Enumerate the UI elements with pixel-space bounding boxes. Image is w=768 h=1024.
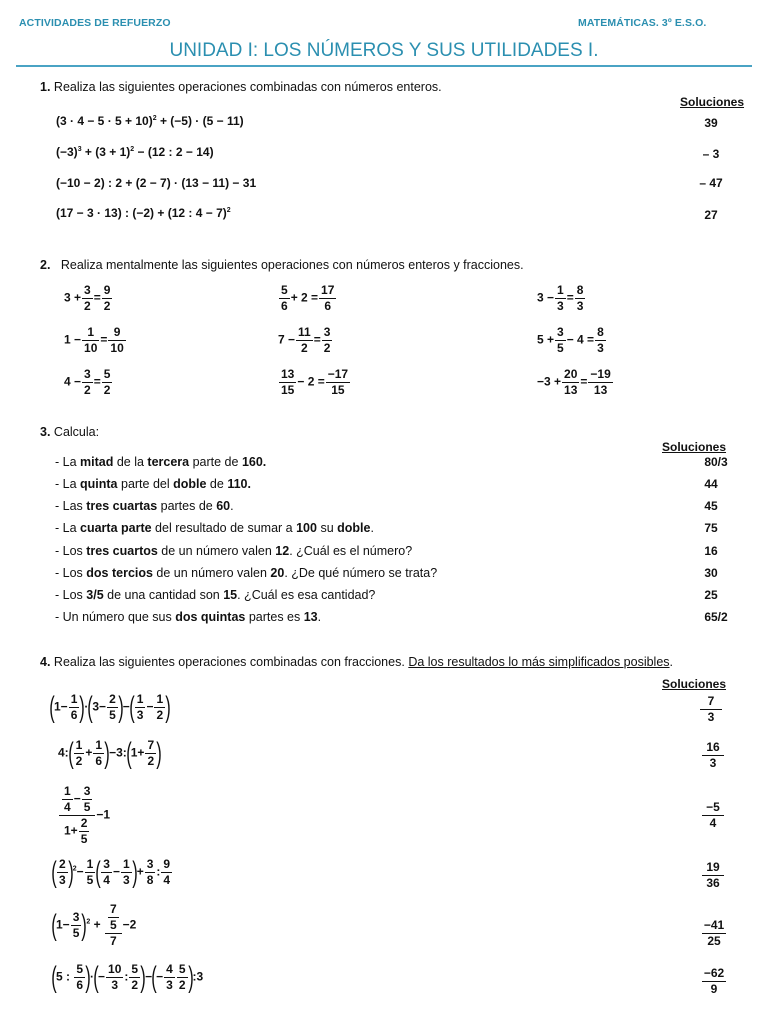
ex4-expression-2: 4:( $\frac{1}{2}$ + $\frac{1}{6}$ )−3:(1+ $\frac{7}{2}$ )	[58, 736, 162, 770]
ex1-expression: $(3 \cdot 4 - 5 \cdot 5 + 10)^2 + (-5) \cdot (5 - 11)$	[56, 114, 244, 128]
ex4-expression-4: ( $\frac{2}{3}$ )$^2$− $\frac{1}{5}$ ( $\frac{3}{4}$ − $\frac{1}{3}$ )+ $\frac{3}{8}$ : $\frac{9}{4}$	[51, 855, 171, 889]
ex3-answer: 65/2	[704, 610, 728, 624]
ex1-statement: 1. Realiza las siguientes operaciones combinadas con números enteros.	[40, 80, 442, 94]
ex2-expression: $\frac{5}{6}$ + 2 = $\frac{17}{6}$	[281, 283, 335, 313]
ex4-expression-6: (5 : $\frac{5}{6}$ )·(− $\frac{10}{3}$ : $\frac{5}{2}$ )−(− $\frac{4}{3}$ $\frac{5}{2}$ ):3	[51, 960, 204, 994]
ex3-solutions-label: Soluciones	[662, 440, 727, 454]
header-right: MATEMÁTICAS. 3º E.S.O.	[578, 17, 707, 29]
ex3-item: - Los dos tercios de un número valen 20. ¿De qué número se trata?	[55, 566, 438, 580]
ex3-item: - La cuarta parte del resultado de sumar a 100 su doble.	[55, 521, 374, 535]
ex3-answer: 16	[704, 544, 718, 558]
ex4-answer: 19 36	[702, 860, 724, 891]
ex3-item: - Las tres cuartas partes de 60.	[55, 499, 234, 513]
ex4-expression-1: (1− $\frac{1}{6}$ )·(3− $\frac{2}{5}$ )−( $\frac{1}{3}$ − $\frac{1}{2}$ )	[49, 690, 171, 724]
ex3-item: - Los 3/5 de una cantidad son 15. ¿Cuál es esa cantidad?	[55, 588, 376, 602]
ex1-expression: (−10 − 2) : 2 + (2 − 7) · (13 − 11) − 31	[56, 176, 257, 190]
ex4-answer: 16 3	[702, 740, 724, 771]
ex2-expression: 7 − $\frac{11}{2}$ = $\frac{3}{2}$	[278, 325, 331, 355]
ex2-expression: 4 − $\frac{3}{2}$ = $\frac{5}{2}$	[64, 367, 111, 397]
ex1-solutions-label: Soluciones	[680, 95, 745, 109]
ex3-answer: 44	[704, 477, 718, 491]
ex3-item: - Un número que sus dos quintas partes es 13.	[55, 610, 322, 624]
ex3-answer: 75	[704, 521, 718, 535]
page-title: UNIDAD I: LOS NÚMEROS Y SUS UTILIDADES I.	[169, 40, 599, 61]
ex4-solutions-label: Soluciones	[662, 677, 727, 691]
ex3-statement: 3. Calcula:	[40, 425, 100, 439]
ex2-expression: $\frac{13}{15}$ − 2 = $\frac{-17}{15}$	[281, 367, 349, 397]
ex3-item: - La quinta parte del doble de 110.	[55, 477, 251, 491]
ex2-statement: 2. Realiza mentalmente las siguientes operaciones con números enteros y fracciones.	[40, 258, 524, 272]
ex1-expression: $(-3)^3 + (3 + 1)^2 - (12$ : 2 − 14)	[56, 145, 214, 159]
ex3-item: - Los tres cuartos de un número valen 12. ¿Cuál es el número?	[55, 544, 413, 558]
ex4-answer: −62 9	[703, 966, 725, 996]
ex1-answer: 27	[704, 208, 718, 222]
ex4-answer: −5 4	[702, 800, 724, 831]
ex3-item: - La mitad de la tercera parte de 160.	[55, 455, 267, 469]
ex4-statement: 4. Realiza las siguientes operaciones combinadas con fracciones. Da los resultados lo más simplificados posibles.	[40, 655, 674, 669]
ex3-answer: 80/3	[704, 455, 728, 469]
header-left: ACTIVIDADES DE REFUERZO	[19, 17, 171, 29]
ex3-answer: 25	[704, 588, 718, 602]
ex4-expression-3: $\frac{1}{4}$ − $\frac{3}{5}$ 1+ $\frac{2}{5}$ −1	[58, 784, 110, 847]
ex2-expression: 1 − $\frac{1}{10}$ = $\frac{9}{10}$	[64, 325, 124, 355]
ex4-answer: 7 3	[700, 694, 722, 725]
title-divider	[16, 65, 752, 67]
ex2-expression: 3 − $\frac{1}{3}$ = $\frac{8}{3}$	[537, 283, 584, 313]
ex2-expression: 3 + $\frac{3}{2}$ = $\frac{9}{2}$	[64, 283, 111, 313]
ex1-answer: 39	[704, 116, 718, 130]
ex3-answer: 30	[704, 566, 718, 580]
ex3-answer: 45	[704, 499, 718, 513]
ex4-answer: −41 25	[703, 918, 725, 948]
ex4-expression-5: (1− $\frac{3}{5}$ )$^2$ + $\frac{\frac{7}{5}}{7}$ −2	[51, 902, 137, 948]
ex1-answer: – 47	[699, 176, 723, 190]
ex2-expression: −3 + $\frac{20}{13}$ = $\frac{-19}{13}$	[537, 367, 611, 397]
ex1-answer: – 3	[702, 147, 720, 161]
ex2-expression: 5 + $\frac{3}{5}$ − 4 = $\frac{8}{3}$	[537, 325, 604, 355]
ex1-expression: (17 − 3 · 13) : (−2) + (12 : 4 − 7)$^2$	[56, 206, 231, 220]
